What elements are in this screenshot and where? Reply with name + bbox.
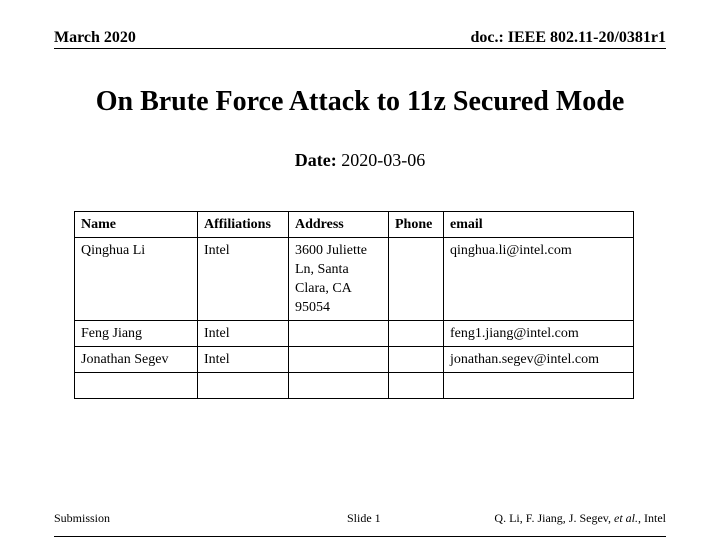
column-header-phone: Phone	[389, 212, 444, 238]
cell-email: jonathan.segev@intel.com	[444, 347, 634, 373]
cell-email: qinghua.li@intel.com	[444, 238, 634, 321]
cell-address: 3600 Juliette Ln, Santa Clara, CA 95054	[289, 238, 389, 321]
table-row	[75, 347, 634, 373]
cell-name: Jonathan Segev	[75, 347, 198, 373]
cell-name: Feng Jiang	[75, 321, 198, 347]
footer-et-al: et al.	[614, 511, 638, 525]
header-date: March 2020	[54, 29, 136, 46]
cell-name: Qinghua Li	[75, 238, 198, 321]
column-header-email: email	[444, 212, 634, 238]
cell-email: feng1.jiang@intel.com	[444, 321, 634, 347]
table-row	[75, 238, 634, 321]
footer-slide-number: Slide 1	[347, 511, 381, 525]
cell-email	[444, 373, 634, 399]
cell-address	[289, 347, 389, 373]
cell-phone	[389, 238, 444, 321]
cell-phone	[389, 347, 444, 373]
cell-affiliation: Intel	[198, 321, 289, 347]
footer-authors-names: Q. Li, F. Jiang, J. Segev,	[494, 511, 614, 525]
authors-table	[74, 211, 634, 399]
date-line	[0, 150, 720, 171]
footer-divider	[54, 536, 666, 537]
cell-address	[289, 373, 389, 399]
cell-phone	[389, 373, 444, 399]
date-label: Date:	[294, 150, 337, 170]
table-row	[75, 321, 634, 347]
column-header-address: Address	[289, 212, 389, 238]
footer-authors	[494, 511, 666, 526]
column-header-affiliations: Affiliations	[198, 212, 289, 238]
header-divider	[54, 48, 666, 49]
table-header-row	[75, 212, 634, 238]
footer-submission: Submission	[54, 511, 111, 525]
date-value: 2020-03-06	[341, 150, 426, 170]
cell-affiliation: Intel	[198, 347, 289, 373]
footer-affiliation: , Intel	[638, 511, 666, 525]
cell-affiliation	[198, 373, 289, 399]
header-doc-number: doc.: IEEE 802.11-20/0381r1	[470, 29, 666, 46]
table-row	[75, 373, 634, 399]
cell-affiliation: Intel	[198, 238, 289, 321]
column-header-name: Name	[75, 212, 198, 238]
cell-name	[75, 373, 198, 399]
cell-phone	[389, 321, 444, 347]
slide-title: On Brute Force Attack to 11z Secured Mode	[95, 86, 625, 117]
cell-address	[289, 321, 389, 347]
